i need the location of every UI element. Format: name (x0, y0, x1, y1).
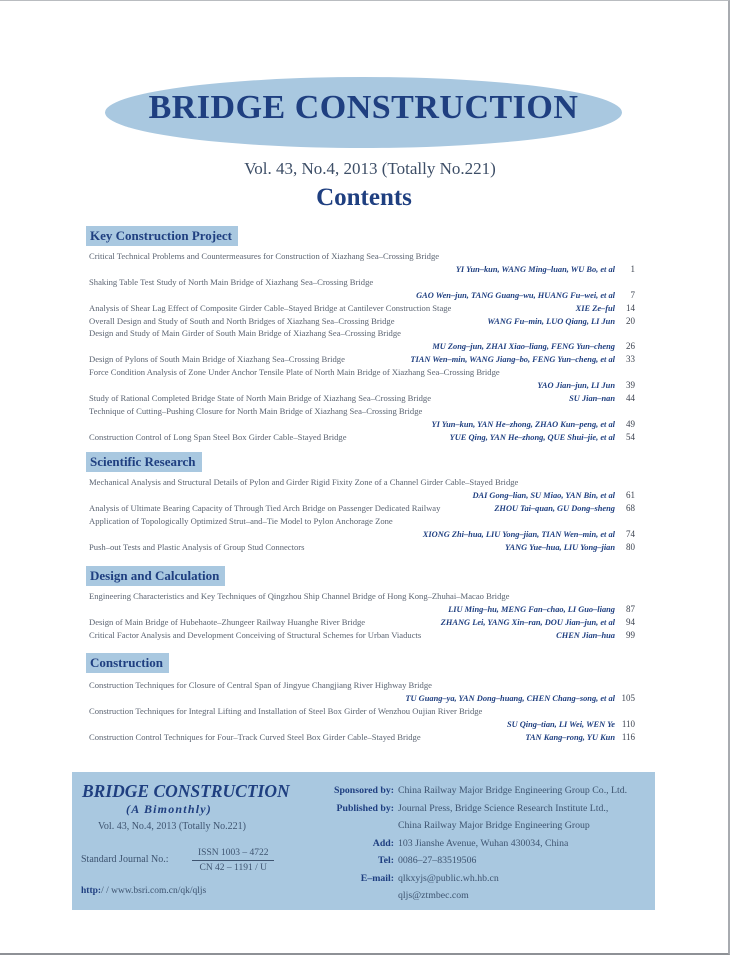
article-title: Study of Rational Completed Bridge State of North Main Bridge of Xiazhang Sea–Crossing Bridge (89, 392, 432, 403)
toc-entry[interactable] (89, 731, 635, 744)
page-number: 1 (630, 263, 635, 274)
publisher-info-row (322, 870, 652, 888)
page-number: 44 (626, 392, 635, 403)
page-number: 80 (626, 541, 635, 552)
toc-entry-authors-line[interactable] (89, 692, 635, 705)
article-title: Analysis of Shear Lag Effect of Composite Girder Cable–Stayed Bridge at Cantilever Construction Stage (89, 302, 452, 313)
page-number: 26 (626, 341, 635, 352)
toc-entry[interactable] (89, 366, 635, 379)
info-value[interactable]: qlkxyjs@public.wh.hb.cn (398, 872, 499, 884)
info-label: E–mail: (360, 872, 394, 884)
page-number: 74 (626, 528, 635, 539)
toc-entry-authors-line[interactable] (89, 289, 635, 302)
info-label: Sponsored by: (334, 785, 394, 796)
article-authors: XIONG Zhi–hua, LIU Yong–jian, TIAN Wen–min, et al (422, 529, 615, 539)
toc-entry[interactable] (89, 276, 635, 289)
issue-line: Vol. 43, No.4, 2013 (Totally No.221) (244, 159, 496, 178)
article-authors: YI Yun–kun, YAN He–zhong, ZHAO Kun–peng, et al (431, 419, 615, 429)
section-heading: Key Construction Project (86, 226, 238, 246)
entry-byline (525, 731, 635, 744)
url-path: / / www.bsri.com.cn/qk/qljs (101, 886, 207, 896)
entry-byline (556, 629, 635, 642)
publisher-info-row (322, 817, 652, 835)
page-number: 39 (626, 380, 635, 390)
info-value: China Railway Major Bridge Engineering Group Co., Ltd. (398, 785, 628, 796)
toc-entry[interactable] (89, 590, 635, 603)
article-authors: DAI Gong–lian, SU Miao, YAN Bin, et al (472, 490, 615, 500)
article-title: Construction Control Techniques for Four–Track Curved Steel Box Girder Cable–Stayed Bridge (89, 731, 421, 742)
entry-byline (423, 528, 635, 541)
toc-entry-authors-line[interactable] (89, 528, 635, 541)
entry-byline (576, 302, 635, 315)
entry-byline (569, 392, 635, 405)
toc-entry-authors-line[interactable] (89, 263, 635, 276)
entry-byline (450, 431, 635, 444)
journal-title: BRIDGE CONSTRUCTION (148, 89, 579, 126)
toc-entry-authors-line[interactable] (89, 379, 635, 392)
page-number: 99 (626, 629, 635, 640)
article-title: Construction Techniques for Integral Lifting and Installation of Steel Box Girder of Wenzhou Oujian River Bridge (89, 705, 483, 716)
article-title: Critical Technical Problems and Countermeasures for Construction of Xiazhang Sea–Crossing Bridge (89, 251, 440, 261)
entry-byline (416, 289, 635, 302)
page-number: 116 (621, 731, 635, 742)
article-authors: MU Zong–jun, ZHAI Xiao–liang, FENG Yun–cheng (432, 342, 615, 352)
toc-entry[interactable] (89, 302, 635, 315)
entry-byline (472, 489, 635, 502)
toc-entry[interactable] (89, 705, 635, 718)
info-label: Published by: (336, 802, 394, 814)
article-title: Push–out Tests and Plastic Analysis of Group Stud Connectors (89, 541, 305, 552)
article-authors: SU Qing–tian, LI Wei, WEN Ye (506, 719, 615, 729)
article-authors: YI Yun–kun, WANG Ming–luan, WU Bo, et al (455, 264, 615, 274)
article-authors: WANG Fu–min, LUO Qiang, LI Jun (487, 316, 615, 326)
article-authors: YANG Yue–hua, LIU Yong–jian (505, 542, 615, 552)
article-title: Force Condition Analysis of Zone Under Anchor Tensile Plate of North Main Bridge of Xiazhang Sea–Crossing Bridge (89, 367, 500, 378)
journal-url[interactable] (81, 886, 206, 896)
entry-byline (487, 315, 635, 328)
article-title: Mechanical Analysis and Structural Details of Pylon and Girder Rigid Fixity Zone of a Channel Girder Cable–Stayed Bridge (89, 477, 519, 487)
footer-journal-title: BRIDGE CONSTRUCTION (82, 781, 290, 801)
article-title: Analysis of Ultimate Bearing Capacity of Through Tied Arch Bridge on Passenger Dedicated Railway (89, 502, 441, 513)
article-title: Shaking Table Test Study of North Main Bridge of Xiazhang Sea–Crossing Bridge (89, 276, 374, 287)
page-number: 49 (626, 418, 635, 429)
article-title: Critical Factor Analysis and Development Conceiving of Structural Schemes for Urban Viaducts (89, 629, 422, 640)
publisher-info-row (322, 800, 652, 818)
article-title: Design of Main Bridge of Hubehaote–Zhungeer Railway Huanghe River Bridge (89, 616, 366, 627)
info-value: 0086–27–83519506 (398, 855, 477, 866)
page-number: 105 (621, 692, 635, 703)
article-authors: ZHOU Tai–quan, GU Dong–sheng (494, 503, 615, 513)
toc-entry[interactable] (89, 541, 635, 554)
toc-entry[interactable] (89, 476, 635, 489)
article-title: Application of Topologically Optimized Strut–and–Tie Model to Pylon Anchorage Zone (89, 515, 393, 526)
info-label: Tel: (378, 855, 394, 866)
page-number: 61 (626, 489, 635, 500)
toc-entry-authors-line[interactable] (89, 489, 635, 502)
article-title: Design and Study of Main Girder of South Main Bridge of Xiazhang Sea–Crossing Bridge (89, 328, 401, 339)
article-title: Technique of Cutting–Pushing Closure for North Main Bridge of Xiazhang Sea–Crossing Bridge (89, 405, 423, 416)
toc-entry[interactable] (89, 629, 635, 642)
toc-entry[interactable] (89, 616, 635, 629)
article-authors: ZHANG Lei, YANG Xin–ran, DOU Jian–jun, et al (440, 617, 615, 627)
article-authors: GAO Wen–jun, TANG Guang–wu, HUANG Fu–wei, et al (416, 290, 615, 300)
url-scheme: http: (81, 886, 102, 896)
info-value: China Railway Major Bridge Engineering Group (398, 820, 590, 831)
publication-info-box (72, 772, 655, 910)
toc-entry[interactable] (89, 250, 635, 263)
toc-entry-authors-line[interactable] (89, 718, 635, 731)
article-authors: TU Guang–ya, YAN Dong–huang, CHEN Chang–song, et al (405, 693, 615, 703)
toc-entry[interactable] (89, 392, 635, 405)
entry-byline (432, 340, 635, 353)
toc-entry[interactable] (89, 405, 635, 418)
footer-issue-line: Vol. 43, No.4, 2013 (Totally No.221) (98, 821, 246, 832)
toc-entry[interactable] (89, 515, 635, 528)
toc-entry[interactable] (89, 327, 635, 340)
standard-journal-label: Standard Journal No.: (81, 854, 169, 865)
page-number: 87 (626, 603, 635, 614)
toc-entry-authors-line[interactable] (89, 340, 635, 353)
article-authors: TAN Kang–rong, YU Kun (525, 732, 615, 742)
section-heading: Scientific Research (86, 452, 202, 472)
issn-number: ISSN 1003 – 4722 (192, 848, 274, 861)
toc-entry[interactable] (89, 353, 635, 366)
article-authors: TIAN Wen–min, WANG Jiang–bo, FENG Yun–cheng, et al (410, 355, 615, 365)
entry-byline (505, 541, 635, 554)
article-authors: SU Jian–nan (569, 393, 615, 403)
toc-entry[interactable] (89, 431, 635, 444)
page-number: 33 (626, 354, 635, 365)
entry-byline (456, 263, 635, 276)
entry-byline (441, 616, 635, 629)
entry-byline (448, 603, 635, 616)
article-title: Design of Pylons of South Main Bridge of Xiazhang Sea–Crossing Bridge (89, 354, 345, 365)
toc-entry-authors-line[interactable] (89, 603, 635, 616)
footer-frequency: (A Bimonthly) (126, 802, 212, 816)
info-label: Add: (372, 837, 394, 849)
entry-byline (537, 379, 635, 392)
article-title: Engineering Characteristics and Key Techniques of Qingzhou Ship Channel Bridge of Hong Kong–Zhuhai–Macao Bridge (89, 591, 510, 601)
publisher-info-row (322, 887, 652, 905)
section-heading: Design and Calculation (86, 566, 225, 586)
page-number: 20 (626, 315, 635, 326)
article-authors: XIE Ze–ful (575, 303, 615, 313)
info-value: 103 Jianshe Avenue, Wuhan 430034, China (398, 837, 569, 849)
info-value: Journal Press, Bridge Science Research Institute Ltd., (398, 802, 609, 814)
publisher-details (322, 782, 652, 905)
section-heading: Construction (86, 653, 169, 673)
article-title: Construction Techniques for Closure of Central Span of Jingyue Changjiang River Highway Bridge (89, 680, 432, 690)
page-number: 7 (630, 289, 635, 300)
publisher-info-row (322, 852, 652, 870)
toc-entry[interactable] (89, 315, 635, 328)
article-authors: CHEN Jian–hua (556, 630, 615, 640)
contents-heading: Contents (316, 184, 412, 211)
page-number: 14 (626, 302, 635, 313)
publisher-info-row (322, 835, 652, 853)
toc-entry[interactable] (89, 502, 635, 515)
page-number: 94 (626, 616, 635, 627)
entry-byline (410, 353, 635, 366)
page-number: 68 (626, 502, 635, 513)
toc-entry[interactable] (89, 679, 635, 692)
article-title: Construction Control of Long Span Steel Box Girder Cable–Stayed Bridge (89, 431, 347, 442)
page-number: 54 (626, 431, 635, 442)
article-title: Overall Design and Study of South and North Bridges of Xiazhang Sea–Crossing Bridge (89, 315, 395, 326)
info-value[interactable]: qljs@ztmbec.com (398, 890, 469, 901)
entry-byline (494, 502, 635, 515)
entry-byline (507, 718, 635, 731)
entry-byline (405, 692, 635, 705)
entry-byline (431, 418, 635, 431)
page-number: 110 (621, 718, 635, 729)
publisher-info-row (322, 782, 652, 800)
toc-entry-authors-line[interactable] (89, 418, 635, 431)
article-authors: YUE Qing, YAN He–zhong, QUE Shui–jie, et al (449, 432, 615, 442)
cn-number: CN 42 – 1191 / U (199, 863, 267, 873)
article-authors: YAO Jian–jun, LI Jun (537, 381, 615, 390)
article-authors: LIU Ming–hu, MENG Fan–chao, LI Guo–liang (448, 604, 615, 614)
standard-journal-numbers (192, 848, 274, 873)
